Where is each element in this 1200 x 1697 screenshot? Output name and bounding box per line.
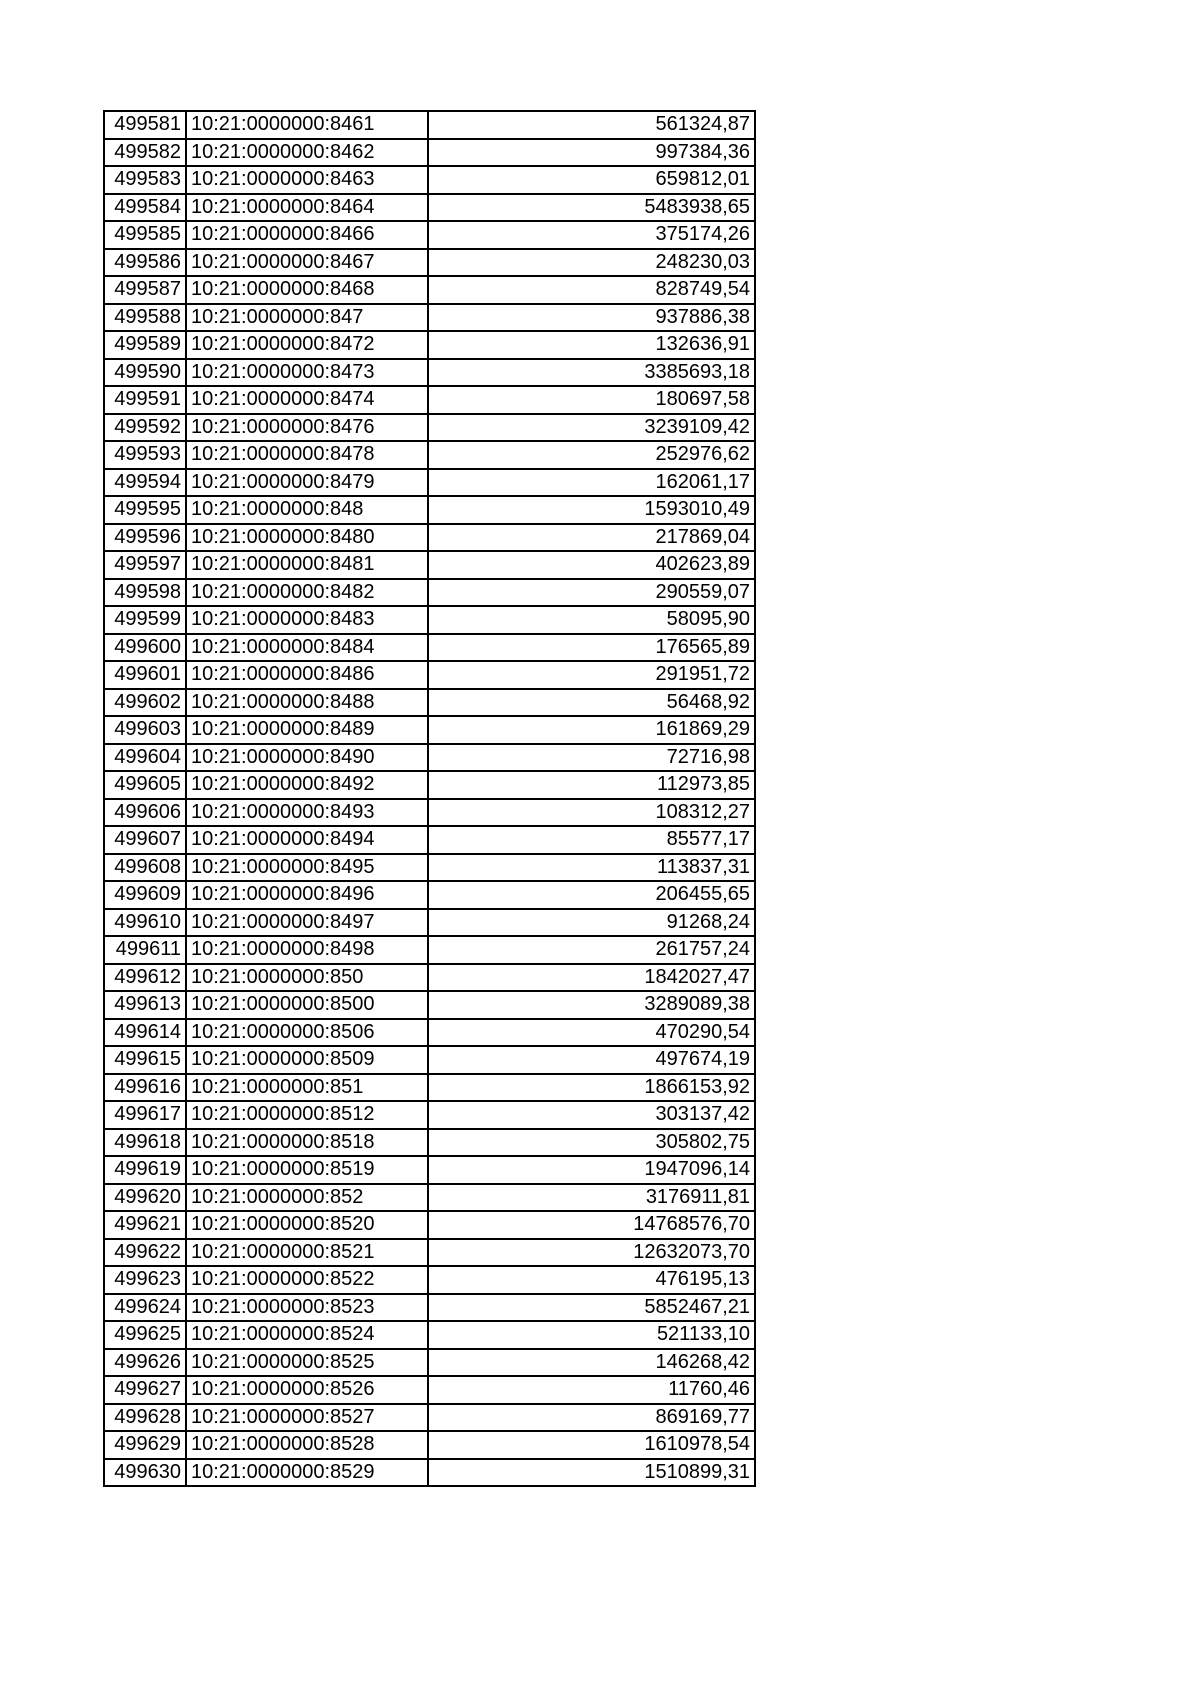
value-cell: 1610978,54 <box>428 1431 755 1459</box>
row-id-cell: 499610 <box>104 909 186 937</box>
row-id-cell: 499600 <box>104 634 186 662</box>
row-id-cell: 499596 <box>104 524 186 552</box>
value-cell: 14768576,70 <box>428 1211 755 1239</box>
row-id-cell: 499589 <box>104 331 186 359</box>
table-row <box>104 689 755 717</box>
table-row <box>104 524 755 552</box>
row-id-cell: 499618 <box>104 1129 186 1157</box>
table-row <box>104 1019 755 1047</box>
row-id-cell: 499625 <box>104 1321 186 1349</box>
table-row <box>104 166 755 194</box>
cadastral-number-cell: 10:21:0000000:8496 <box>186 881 428 909</box>
cadastral-number-cell: 10:21:0000000:8522 <box>186 1266 428 1294</box>
table-row <box>104 634 755 662</box>
value-cell: 5852467,21 <box>428 1294 755 1322</box>
value-cell: 497674,19 <box>428 1046 755 1074</box>
cadastral-number-cell: 10:21:0000000:8489 <box>186 716 428 744</box>
cadastral-number-cell: 10:21:0000000:8500 <box>186 991 428 1019</box>
cadastral-number-cell: 10:21:0000000:8518 <box>186 1129 428 1157</box>
value-cell: 3176911,81 <box>428 1184 755 1212</box>
value-cell: 828749,54 <box>428 276 755 304</box>
row-id-cell: 499612 <box>104 964 186 992</box>
cadastral-number-cell: 10:21:0000000:8495 <box>186 854 428 882</box>
row-id-cell: 499597 <box>104 551 186 579</box>
row-id-cell: 499582 <box>104 139 186 167</box>
value-cell: 108312,27 <box>428 799 755 827</box>
cadastral-number-cell: 10:21:0000000:8478 <box>186 441 428 469</box>
table-row <box>104 221 755 249</box>
row-id-cell: 499615 <box>104 1046 186 1074</box>
table-row <box>104 1101 755 1129</box>
table-row <box>104 854 755 882</box>
value-cell: 56468,92 <box>428 689 755 717</box>
table-row <box>104 1294 755 1322</box>
row-id-cell: 499614 <box>104 1019 186 1047</box>
table-row <box>104 1266 755 1294</box>
cadastral-number-cell: 10:21:0000000:8497 <box>186 909 428 937</box>
value-cell: 72716,98 <box>428 744 755 772</box>
row-id-cell: 499593 <box>104 441 186 469</box>
cadastral-number-cell: 10:21:0000000:8512 <box>186 1101 428 1129</box>
cadastral-number-cell: 10:21:0000000:8468 <box>186 276 428 304</box>
value-cell: 1947096,14 <box>428 1156 755 1184</box>
cadastral-value-table <box>103 110 756 1487</box>
value-cell: 85577,17 <box>428 826 755 854</box>
row-id-cell: 499611 <box>104 936 186 964</box>
value-cell: 3289089,38 <box>428 991 755 1019</box>
table-row <box>104 304 755 332</box>
row-id-cell: 499590 <box>104 359 186 387</box>
table-row <box>104 496 755 524</box>
value-cell: 132636,91 <box>428 331 755 359</box>
table-row <box>104 606 755 634</box>
cadastral-number-cell: 10:21:0000000:8520 <box>186 1211 428 1239</box>
row-id-cell: 499604 <box>104 744 186 772</box>
table-row <box>104 1129 755 1157</box>
cadastral-number-cell: 10:21:0000000:8498 <box>186 936 428 964</box>
table-row <box>104 881 755 909</box>
value-cell: 402623,89 <box>428 551 755 579</box>
table-row <box>104 551 755 579</box>
row-id-cell: 499581 <box>104 111 186 139</box>
value-cell: 58095,90 <box>428 606 755 634</box>
table-row <box>104 1156 755 1184</box>
value-cell: 162061,17 <box>428 469 755 497</box>
value-cell: 113837,31 <box>428 854 755 882</box>
table-row <box>104 359 755 387</box>
row-id-cell: 499616 <box>104 1074 186 1102</box>
table-row <box>104 1349 755 1377</box>
value-cell: 217869,04 <box>428 524 755 552</box>
cadastral-number-cell: 10:21:0000000:8461 <box>186 111 428 139</box>
row-id-cell: 499588 <box>104 304 186 332</box>
cadastral-number-cell: 10:21:0000000:8509 <box>186 1046 428 1074</box>
value-cell: 561324,87 <box>428 111 755 139</box>
cadastral-number-cell: 10:21:0000000:851 <box>186 1074 428 1102</box>
value-cell: 112973,85 <box>428 771 755 799</box>
cadastral-number-cell: 10:21:0000000:8488 <box>186 689 428 717</box>
value-cell: 161869,29 <box>428 716 755 744</box>
cadastral-number-cell: 10:21:0000000:8523 <box>186 1294 428 1322</box>
table-row <box>104 331 755 359</box>
cadastral-number-cell: 10:21:0000000:8527 <box>186 1404 428 1432</box>
value-cell: 91268,24 <box>428 909 755 937</box>
cadastral-number-cell: 10:21:0000000:852 <box>186 1184 428 1212</box>
row-id-cell: 499624 <box>104 1294 186 1322</box>
row-id-cell: 499628 <box>104 1404 186 1432</box>
row-id-cell: 499598 <box>104 579 186 607</box>
value-cell: 470290,54 <box>428 1019 755 1047</box>
row-id-cell: 499583 <box>104 166 186 194</box>
table-body <box>104 111 755 1486</box>
table-row <box>104 1211 755 1239</box>
table-row <box>104 991 755 1019</box>
row-id-cell: 499592 <box>104 414 186 442</box>
table-row <box>104 964 755 992</box>
table-row <box>104 744 755 772</box>
table-row <box>104 441 755 469</box>
row-id-cell: 499613 <box>104 991 186 1019</box>
row-id-cell: 499586 <box>104 249 186 277</box>
table-row <box>104 1459 755 1487</box>
cadastral-number-cell: 10:21:0000000:8462 <box>186 139 428 167</box>
row-id-cell: 499620 <box>104 1184 186 1212</box>
cadastral-number-cell: 10:21:0000000:8482 <box>186 579 428 607</box>
row-id-cell: 499603 <box>104 716 186 744</box>
value-cell: 5483938,65 <box>428 194 755 222</box>
row-id-cell: 499587 <box>104 276 186 304</box>
cadastral-number-cell: 10:21:0000000:8479 <box>186 469 428 497</box>
row-id-cell: 499585 <box>104 221 186 249</box>
value-cell: 521133,10 <box>428 1321 755 1349</box>
cadastral-number-cell: 10:21:0000000:8463 <box>186 166 428 194</box>
table-row <box>104 661 755 689</box>
value-cell: 176565,89 <box>428 634 755 662</box>
value-cell: 146268,42 <box>428 1349 755 1377</box>
cadastral-number-cell: 10:21:0000000:8483 <box>186 606 428 634</box>
row-id-cell: 499601 <box>104 661 186 689</box>
value-cell: 305802,75 <box>428 1129 755 1157</box>
value-cell: 3385693,18 <box>428 359 755 387</box>
row-id-cell: 499621 <box>104 1211 186 1239</box>
row-id-cell: 499629 <box>104 1431 186 1459</box>
row-id-cell: 499617 <box>104 1101 186 1129</box>
row-id-cell: 499606 <box>104 799 186 827</box>
cadastral-number-cell: 10:21:0000000:8474 <box>186 386 428 414</box>
value-cell: 937886,38 <box>428 304 755 332</box>
cadastral-number-cell: 10:21:0000000:8528 <box>186 1431 428 1459</box>
table-row <box>104 1404 755 1432</box>
cadastral-number-cell: 10:21:0000000:8490 <box>186 744 428 772</box>
table-row <box>104 1184 755 1212</box>
cadastral-number-cell: 10:21:0000000:8466 <box>186 221 428 249</box>
table-row <box>104 579 755 607</box>
table-row <box>104 936 755 964</box>
table-row <box>104 799 755 827</box>
cadastral-number-cell: 10:21:0000000:8506 <box>186 1019 428 1047</box>
value-cell: 659812,01 <box>428 166 755 194</box>
table-row <box>104 716 755 744</box>
cadastral-number-cell: 10:21:0000000:8525 <box>186 1349 428 1377</box>
value-cell: 303137,42 <box>428 1101 755 1129</box>
value-cell: 291951,72 <box>428 661 755 689</box>
row-id-cell: 499602 <box>104 689 186 717</box>
cadastral-number-cell: 10:21:0000000:8472 <box>186 331 428 359</box>
table-row <box>104 139 755 167</box>
cadastral-number-cell: 10:21:0000000:8494 <box>186 826 428 854</box>
table-row <box>104 276 755 304</box>
cadastral-number-cell: 10:21:0000000:8492 <box>186 771 428 799</box>
cadastral-number-cell: 10:21:0000000:8464 <box>186 194 428 222</box>
table-row <box>104 249 755 277</box>
row-id-cell: 499623 <box>104 1266 186 1294</box>
value-cell: 869169,77 <box>428 1404 755 1432</box>
value-cell: 375174,26 <box>428 221 755 249</box>
row-id-cell: 499595 <box>104 496 186 524</box>
cadastral-number-cell: 10:21:0000000:8486 <box>186 661 428 689</box>
value-cell: 252976,62 <box>428 441 755 469</box>
cadastral-number-cell: 10:21:0000000:8476 <box>186 414 428 442</box>
row-id-cell: 499619 <box>104 1156 186 1184</box>
table-row <box>104 909 755 937</box>
cadastral-number-cell: 10:21:0000000:8473 <box>186 359 428 387</box>
value-cell: 206455,65 <box>428 881 755 909</box>
row-id-cell: 499594 <box>104 469 186 497</box>
row-id-cell: 499584 <box>104 194 186 222</box>
row-id-cell: 499622 <box>104 1239 186 1267</box>
cadastral-number-cell: 10:21:0000000:8467 <box>186 249 428 277</box>
value-cell: 3239109,42 <box>428 414 755 442</box>
row-id-cell: 499627 <box>104 1376 186 1404</box>
value-cell: 997384,36 <box>428 139 755 167</box>
cadastral-number-cell: 10:21:0000000:8526 <box>186 1376 428 1404</box>
cadastral-number-cell: 10:21:0000000:848 <box>186 496 428 524</box>
cadastral-number-cell: 10:21:0000000:8484 <box>186 634 428 662</box>
table-row <box>104 771 755 799</box>
row-id-cell: 499591 <box>104 386 186 414</box>
row-id-cell: 499626 <box>104 1349 186 1377</box>
table-row <box>104 1431 755 1459</box>
value-cell: 261757,24 <box>428 936 755 964</box>
table-row <box>104 194 755 222</box>
cadastral-number-cell: 10:21:0000000:8521 <box>186 1239 428 1267</box>
value-cell: 12632073,70 <box>428 1239 755 1267</box>
value-cell: 1866153,92 <box>428 1074 755 1102</box>
row-id-cell: 499608 <box>104 854 186 882</box>
row-id-cell: 499599 <box>104 606 186 634</box>
cadastral-number-cell: 10:21:0000000:8480 <box>186 524 428 552</box>
value-cell: 290559,07 <box>428 579 755 607</box>
row-id-cell: 499609 <box>104 881 186 909</box>
value-cell: 180697,58 <box>428 386 755 414</box>
table-row <box>104 1376 755 1404</box>
cadastral-number-cell: 10:21:0000000:8529 <box>186 1459 428 1487</box>
table-row <box>104 386 755 414</box>
value-cell: 248230,03 <box>428 249 755 277</box>
table-row <box>104 1074 755 1102</box>
row-id-cell: 499605 <box>104 771 186 799</box>
value-cell: 1842027,47 <box>428 964 755 992</box>
row-id-cell: 499630 <box>104 1459 186 1487</box>
table-row <box>104 414 755 442</box>
table-row <box>104 469 755 497</box>
value-cell: 11760,46 <box>428 1376 755 1404</box>
cadastral-number-cell: 10:21:0000000:850 <box>186 964 428 992</box>
table-row <box>104 826 755 854</box>
row-id-cell: 499607 <box>104 826 186 854</box>
cadastral-number-cell: 10:21:0000000:8519 <box>186 1156 428 1184</box>
table-row <box>104 1239 755 1267</box>
value-cell: 1593010,49 <box>428 496 755 524</box>
value-cell: 1510899,31 <box>428 1459 755 1487</box>
cadastral-number-cell: 10:21:0000000:8481 <box>186 551 428 579</box>
table-row <box>104 111 755 139</box>
cadastral-number-cell: 10:21:0000000:847 <box>186 304 428 332</box>
cadastral-number-cell: 10:21:0000000:8493 <box>186 799 428 827</box>
table-row <box>104 1046 755 1074</box>
table-row <box>104 1321 755 1349</box>
value-cell: 476195,13 <box>428 1266 755 1294</box>
cadastral-number-cell: 10:21:0000000:8524 <box>186 1321 428 1349</box>
